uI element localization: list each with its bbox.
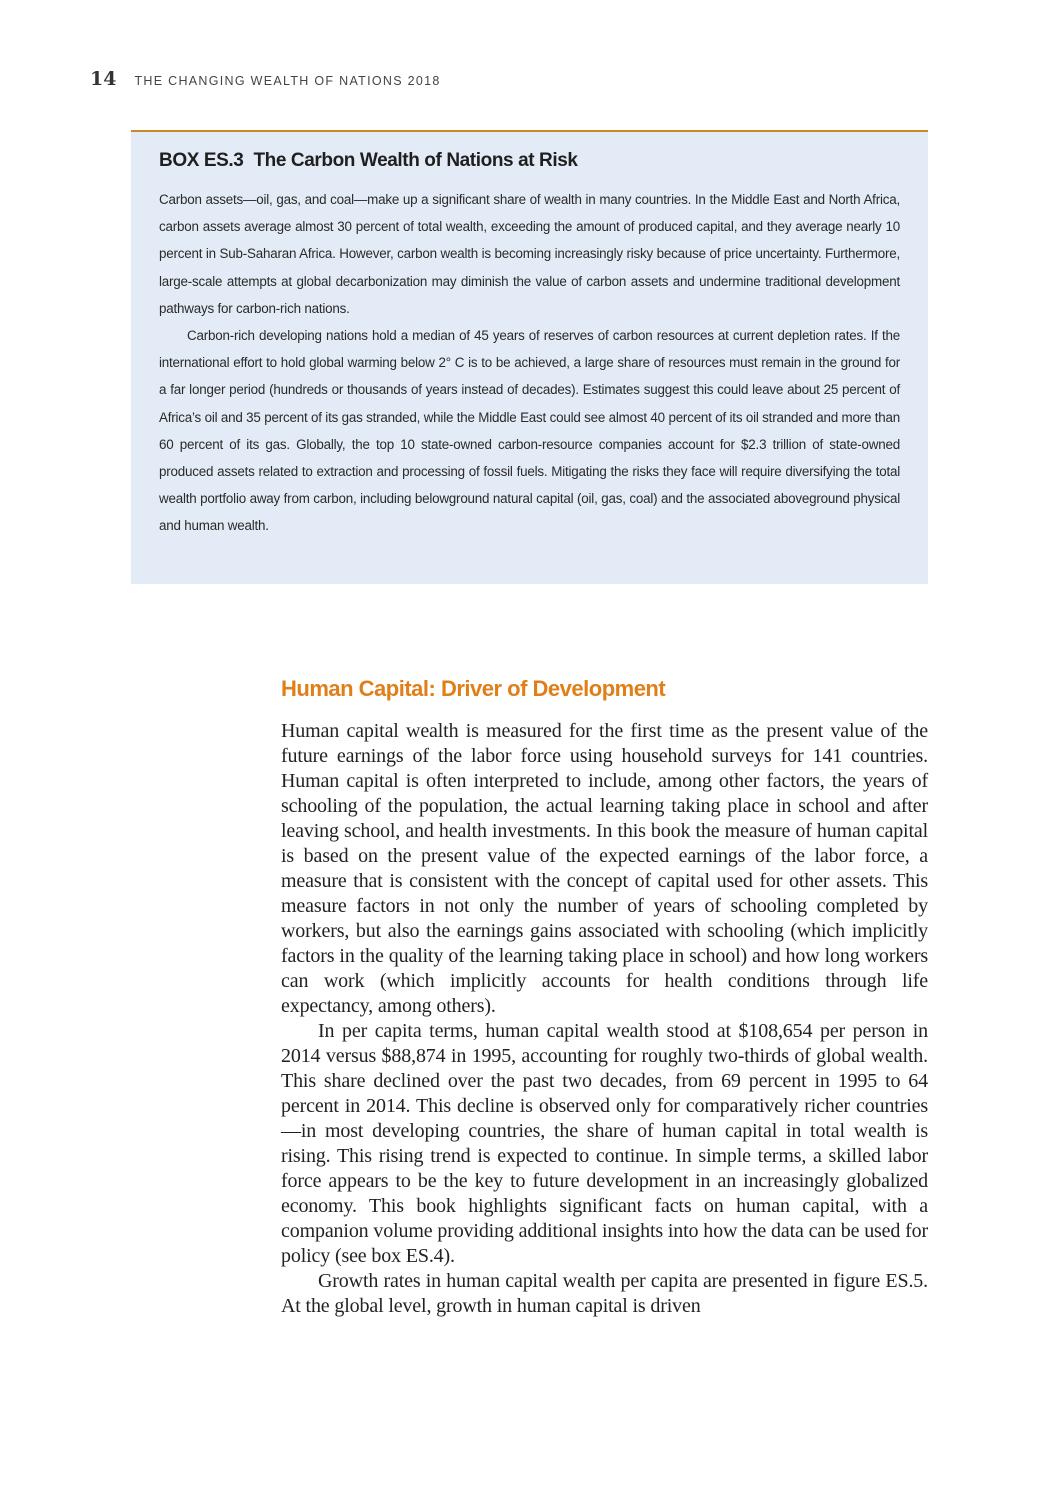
- body-paragraph: Human capital wealth is measured for the first time as the present value of the future earnings of the labor force using household surveys for 141 countries. Human capital is often interpreted to include, among other factors, the years of schooling of the population, the actual learning taking place in school and after leaving school, and health investments. In this book the measure of human capital is based on the present value of the expected earnings of the labor force, a measure that is consistent with the concept of capital used for other assets. This measure factors in not only the number of years of schooling completed by workers, but also the earnings gains associated with schooling (which implicitly factors in the quality of the learning taking place in school) and how long workers can work (which implicitly accounts for health conditions through life expectancy, among others).: [281, 720, 928, 1017]
- body-paragraph: Growth rates in human capital wealth per capita are presented in figure ES.5. At the global level, growth in human capital is driven: [281, 1270, 928, 1317]
- body-paragraph: In per capita terms, human capital wealth stood at $108,654 per person in 2014 versus $88,874 in 1995, accounting for roughly two-thirds of global wealth. This share declined over the past two decades, from 69 percent in 1995 to 64 percent in 2014. This decline is observed only for comparatively richer countries—in most developing countries, the share of human capital in total wealth is rising. This rising trend is expected to continue. In simple terms, a skilled labor force appears to be the key to future development in an increasingly globalized economy. This book highlights significant facts on human capital, with a companion volume providing additional insights into how the data can be used for policy (see box ES.4).: [281, 1020, 928, 1267]
- running-header: [90, 68, 441, 90]
- box-label: BOX ES.3: [159, 150, 244, 171]
- running-title: THE CHANGING WEALTH OF NATIONS 2018: [134, 74, 441, 88]
- box-paragraph: Carbon assets—oil, gas, and coal—make up a significant share of wealth in many countries. In the Middle East and North Africa, carbon assets average almost 30 percent of total wealth, exceeding the amount of produced capital, and they average nearly 10 percent in Sub-Saharan Africa. However, carbon wealth is becoming increasingly risky because of price uncertainty. Furthermore, large-scale attempts at global decarbonization may diminish the value of carbon assets and undermine traditional development pathways for carbon-rich nations.: [159, 192, 900, 316]
- box-es3: [131, 130, 928, 584]
- page-number: 14: [90, 68, 117, 90]
- section-heading: Human Capital: Driver of Development: [281, 676, 666, 701]
- box-heading: [159, 150, 900, 172]
- human-capital-section: [281, 676, 928, 1319]
- box-paragraph: Carbon-rich developing nations hold a median of 45 years of reserves of carbon resources at current depletion rates. If the international effort to hold global warming below 2° C is to be achieved, a large share of resources must remain in the ground for a far longer period (hundreds or thousands of years instead of decades). Estimates suggest this could leave about 25 percent of Africa’s oil and 35 percent of its gas stranded, while the Middle East could see almost 40 percent of its oil stranded and more than 60 percent of its gas. Globally, the top 10 state-owned carbon-resource companies account for $2.3 trillion of state-owned produced assets related to extraction and processing of fossil fuels. Mitigating the risks they face will require diversifying the total wealth portfolio away from carbon, including belowground natural capital (oil, gas, coal) and the associated aboveground physical and human wealth.: [159, 328, 900, 534]
- box-title: The Carbon Wealth of Nations at Risk: [253, 150, 578, 171]
